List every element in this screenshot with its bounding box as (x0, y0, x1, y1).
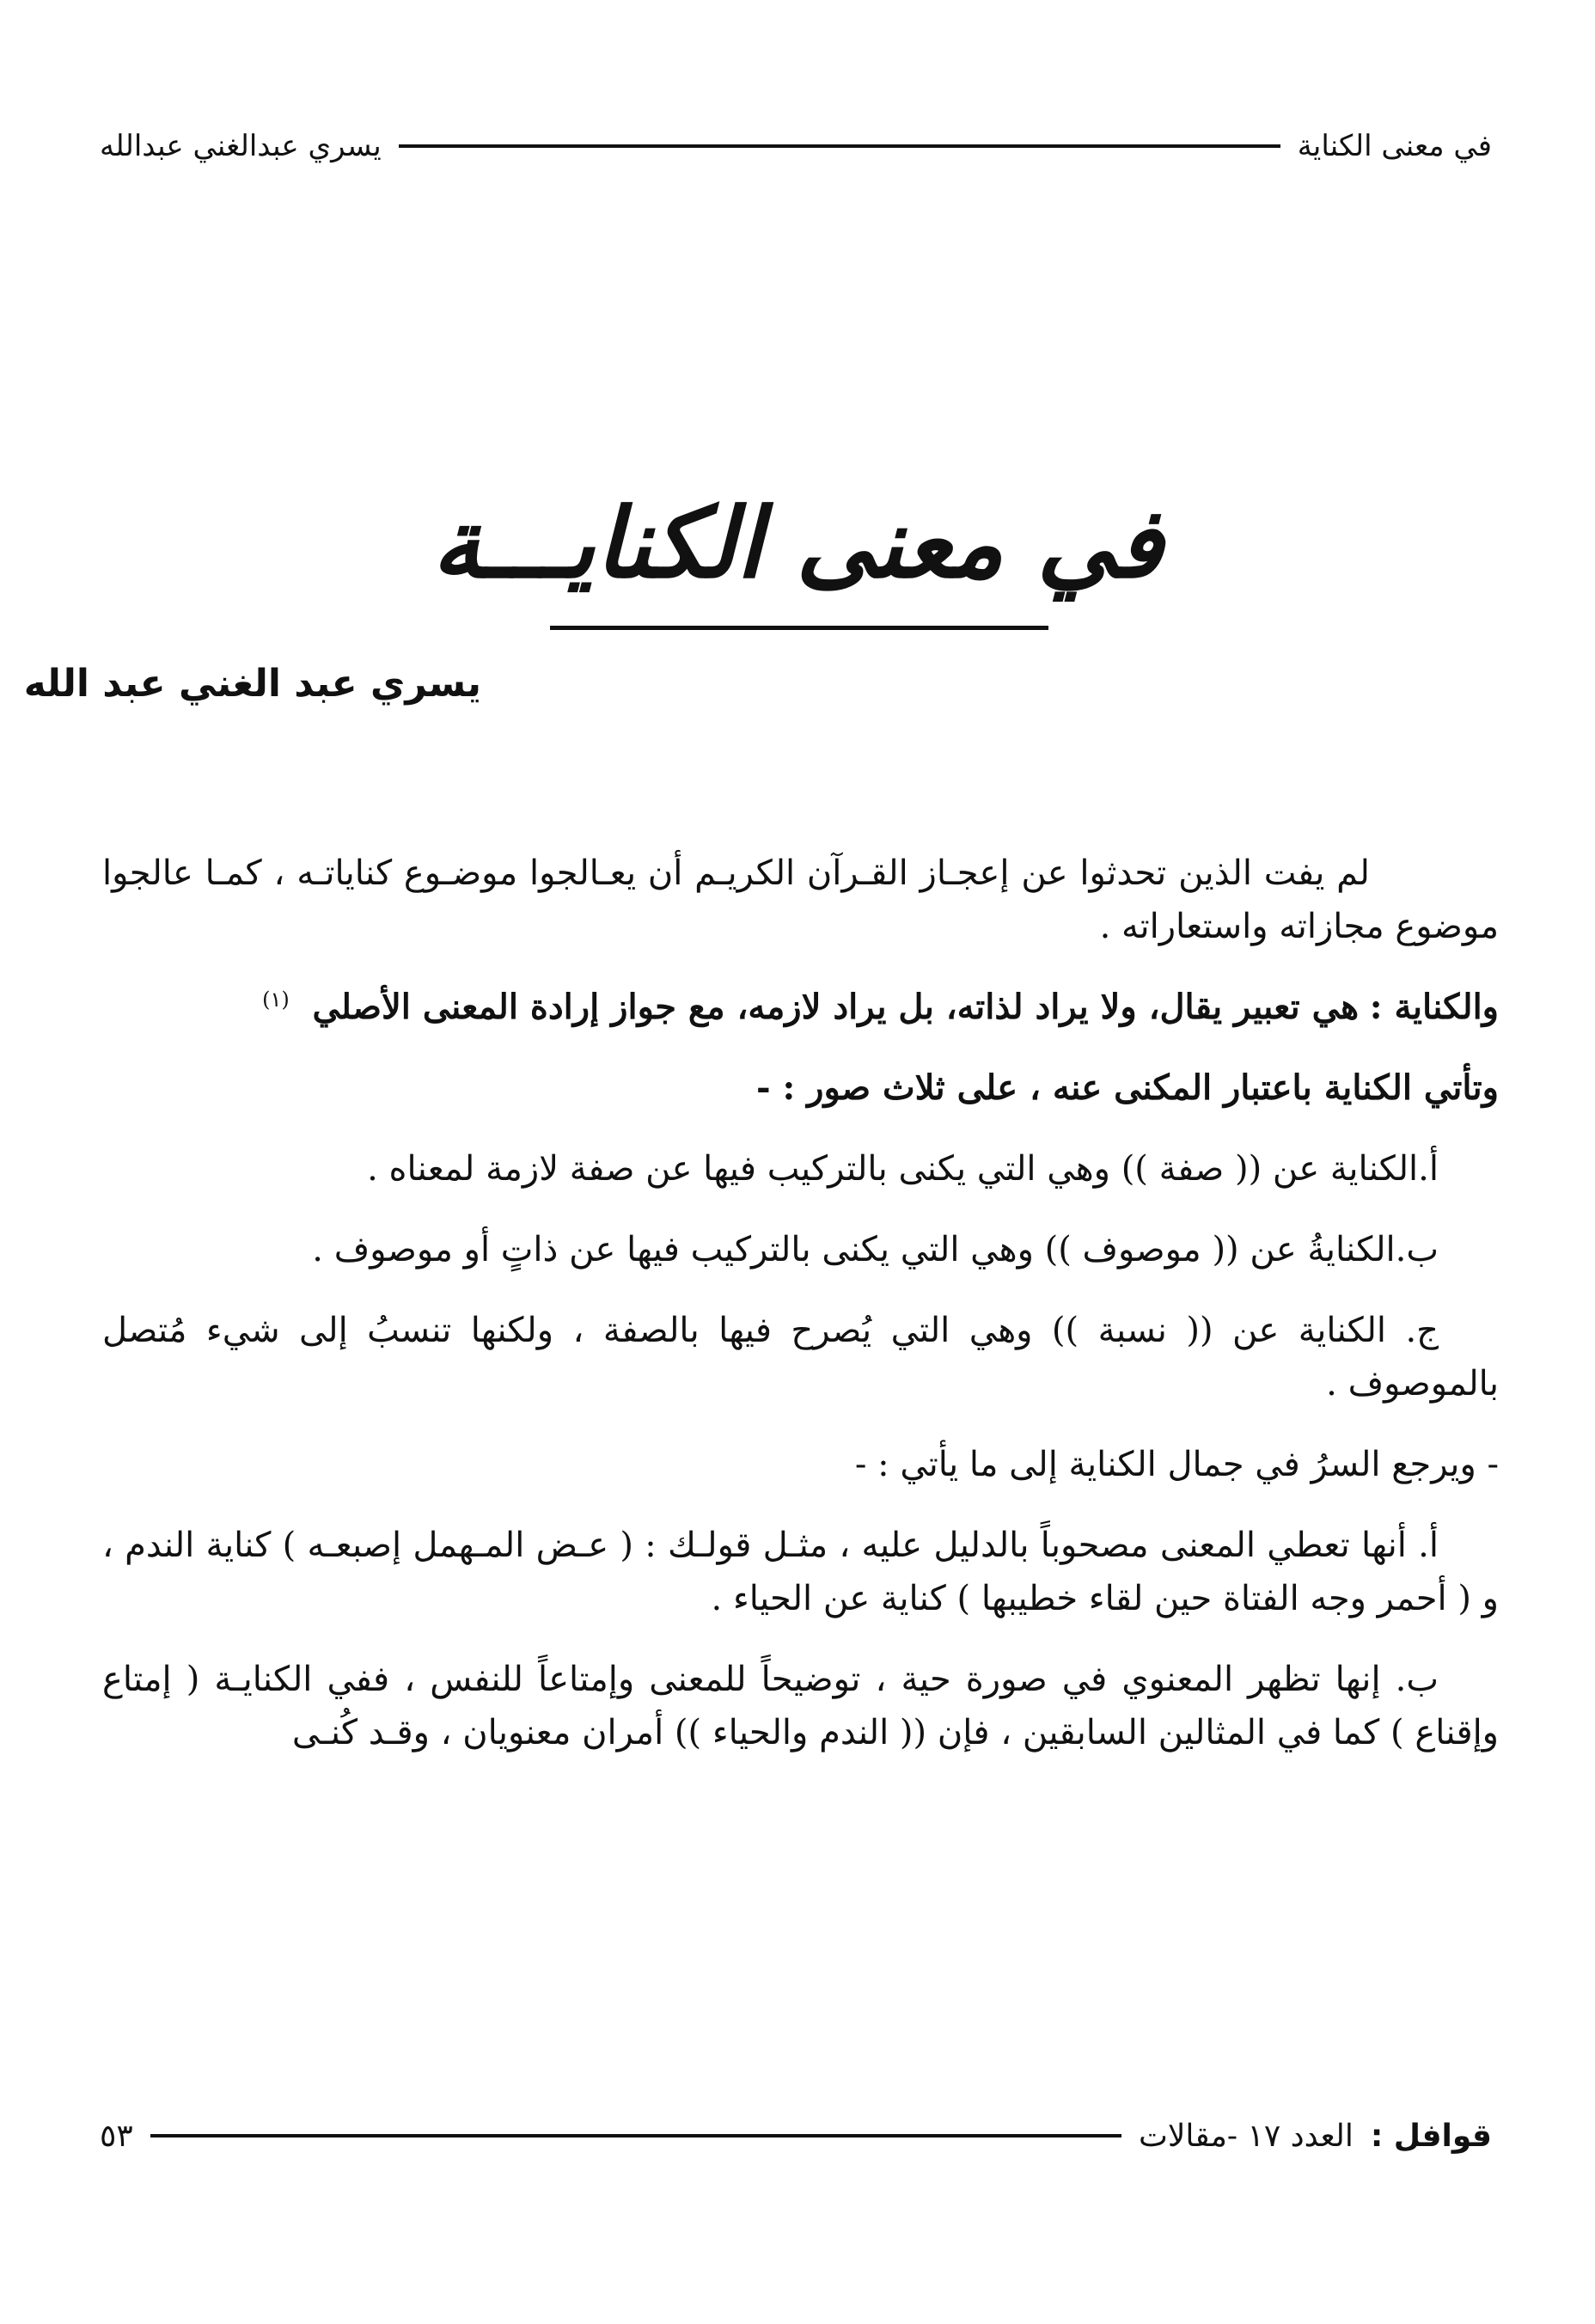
article-author: يسري عبد الغني عبد الله (23, 662, 481, 706)
definition-term: والكناية : (1369, 987, 1499, 1027)
footer-issue-info: العدد ١٧ -مقالات (1138, 2118, 1354, 2154)
beauty-secret-intro: - ويرجع السرُ في جمال الكناية إلى ما يأتي : - (854, 1445, 1499, 1484)
page-number: ٥٣ (100, 2118, 133, 2154)
page-footer (100, 2110, 1492, 2162)
type-b-item: ب.الكنايةُ عن (( موصوف )) وهي التي يكنى بالتركيب فيها عن ذاتٍ أو موصوف . (312, 1230, 1439, 1269)
article-title: في معنى الكنايـــة (431, 487, 1164, 600)
definition-paragraph (102, 981, 1499, 1034)
footer-rule (150, 2134, 1121, 2137)
type-a-item: أ.الكناية عن (( صفة )) وهي التي يكنى بالتركيب فيها عن صفة لازمة لمعناه . (367, 1149, 1439, 1189)
running-header-rule (399, 144, 1280, 148)
reason-b-item: ب. إنها تظهر المعنوي في صورة حية ، توضيحاً للمعنى وإمتاعاً للنفس ، ففي الكنايـة ( إمتاع وإقناع ) كما في المثالين السابقين ، فإن (( الندم والحياء )) أمران معنويان ، وقـد كُنـى (102, 1660, 1499, 1752)
type-c-item: ج. الكناية عن (( نسبة )) وهي التي يُصرح فيها بالصفة ، ولكنها تنسبُ إلى شيء مُتصل بالموصوف . (102, 1311, 1499, 1404)
footnote-reference[interactable]: (١) (262, 987, 290, 1012)
article-body (102, 847, 1499, 1787)
reason-a-item: أ. أنها تعطي المعنى مصحوباً بالدليل عليه ، مثـل قولـك : ( عـض المـهمل إصبعـه ) كناية الندم ، و ( أحمر وجه الفتاة حين لقاء خطيبها ) كناية عن الحياء . (102, 1526, 1499, 1618)
running-header-section-title: في معنى الكناية (1297, 129, 1492, 163)
title-underline (550, 626, 1048, 630)
intro-paragraph: لم يفت الذين تحدثوا عن إعجـاز القـرآن الكريـم أن يعـالجوا موضـوع كناياتـه ، كمـا عالجوا موضوع مجازاته واستعاراته . (102, 853, 1499, 946)
footer-journal-name: قوافل : (1370, 2118, 1492, 2154)
types-intro-text: وتأتي الكناية باعتبار المكنى عنه ، على ثلاث صور : - (755, 1067, 1499, 1108)
running-header-author: يسري عبدالغني عبدالله (100, 129, 382, 163)
running-header (100, 120, 1492, 172)
types-intro (102, 1061, 1499, 1115)
definition-text: هي تعبير يقال، ولا يراد لذاته، بل يراد لازمه، مع جواز إرادة المعنى الأصلي (312, 987, 1360, 1027)
